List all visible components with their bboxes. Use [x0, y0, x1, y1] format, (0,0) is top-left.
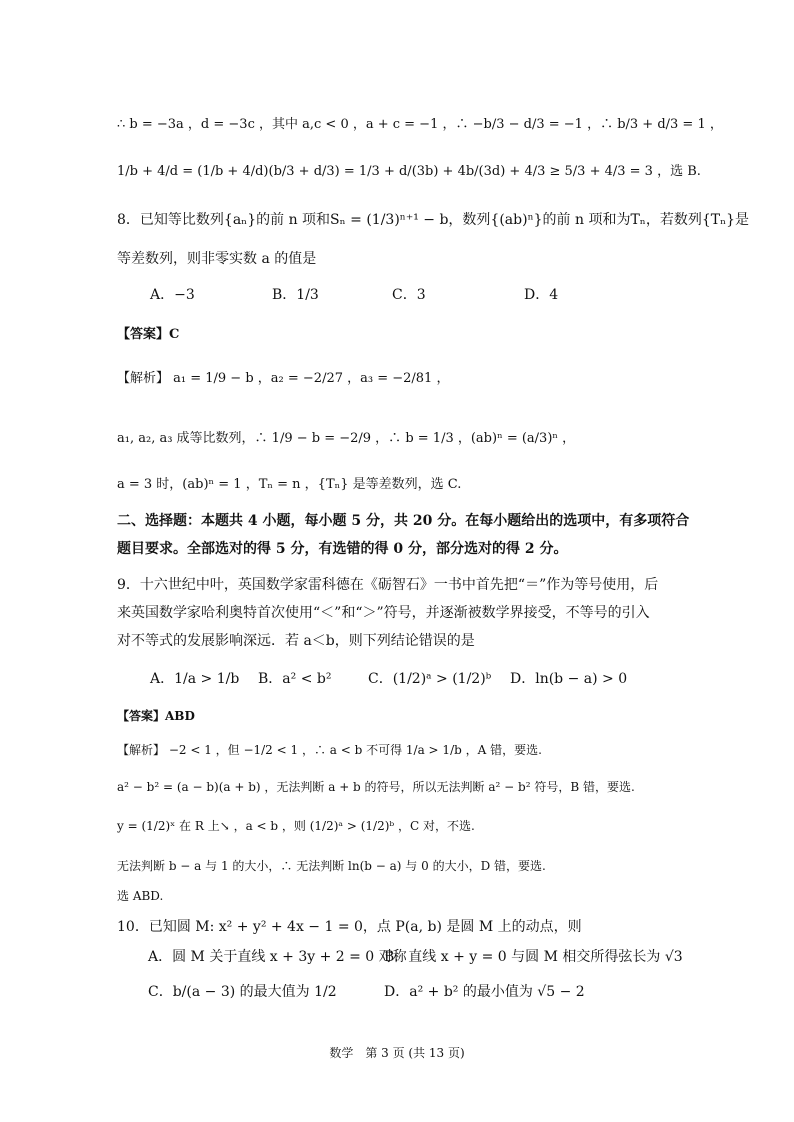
question-10-stem: 10．已知圆 M: x² + y² + 4x − 1 = 0，点 P(a, b) 是圆 M 上的动点，则 — [117, 919, 582, 935]
q9-option-d: D．ln(b − a) > 0 — [510, 671, 628, 687]
q9-answer: 【答案】ABD — [117, 709, 195, 723]
page-footer: 数学 第 3 页 (共 13 页) — [329, 1046, 465, 1060]
q9-analysis-5: 选 ABD. — [117, 889, 164, 903]
q9-analysis-3: y = (1/2)ˣ 在 R 上↘ ，a < b ，则 (1/2)ᵃ > (1/2)ᵇ ，C 对，不选. — [117, 819, 475, 833]
q8-option-a: A．−3 — [150, 287, 195, 303]
question-9-stem-1: 9．十六世纪中叶，英国数学家雷科德在《砺智石》一书中首先把“＝”作为等号使用，后 — [117, 577, 659, 593]
q10-option-a: A．圆 M 关于直线 x + 3y + 2 = 0 对称 — [148, 949, 407, 965]
q9-option-a: A．1/a > 1/b — [150, 671, 240, 687]
q9-analysis-1: 【解析】 −2 < 1 ，但 −1/2 < 1 ，∴ a < b 不可得 1/a > 1/b ，A 错，要选. — [117, 743, 542, 757]
question-9-stem-3: 对不等式的发展影响深远．若 a＜b，则下列结论错误的是 — [117, 633, 475, 649]
q8-analysis-3: a = 3 时，(ab)ⁿ = 1 ，Tₙ = n ，{Tₙ} 是等差数列，选 C. — [117, 477, 462, 492]
q10-option-b: B．直线 x + y = 0 与圆 M 相交所得弦长为 √3 — [384, 949, 683, 965]
q9-analysis-2: a² − b² = (a − b)(a + b) ，无法判断 a + b 的符号，所以无法判断 a² − b² 符号，B 错，要选. — [117, 780, 635, 794]
q10-option-c: C．b/(a − 3) 的最大值为 1/2 — [148, 984, 337, 1000]
question-8-stem-2: 等差数列，则非零实数 a 的值是 — [117, 251, 317, 267]
q8-option-d: D．4 — [524, 287, 559, 303]
q9-analysis-4: 无法判断 b − a 与 1 的大小，∴ 无法判断 ln(b − a) 与 0 的大小，D 错，要选. — [117, 859, 546, 873]
q10-option-d: D．a² + b² 的最小值为 √5 − 2 — [384, 984, 585, 1000]
section-2-heading-1: 二、选择题：本题共 4 小题，每小题 5 分，共 20 分。在每小题给出的选项中，有多项符合 — [117, 513, 690, 529]
q8-option-b: B．1/3 — [272, 287, 319, 303]
solution-line-2: 1/b + 4/d = (1/b + 4/d)(b/3 + d/3) = 1/3 + d/(3b) + 4b/(3d) + 4/3 ≥ 5/3 + 4/3 = 3 ，选 B. — [117, 164, 701, 179]
section-2-heading-2: 题目要求。全部选对的得 5 分，有选错的得 0 分，部分选对的得 2 分。 — [117, 541, 568, 557]
q8-analysis-2: a₁, a₂, a₃ 成等比数列，∴ 1/9 − b = −2/9 ，∴ b = 1/3 ，(ab)ⁿ = (a/3)ⁿ ， — [117, 431, 576, 446]
q8-analysis-1: 【解析】 a₁ = 1/9 − b ，a₂ = −2/27 ，a₃ = −2/81 ， — [117, 371, 450, 386]
q9-option-b: B．a² < b² — [258, 671, 332, 687]
solution-line-1: ∴ b = −3a ，d = −3c ，其中 a,c < 0 ，a + c = −1 ，∴ −b/3 − d/3 = −1 ，∴ b/3 + d/3 = 1 ， — [117, 117, 723, 132]
q9-option-c: C．(1/2)ᵃ > (1/2)ᵇ — [368, 671, 492, 687]
question-9-stem-2: 来英国数学家哈利奥特首次使用“＜”和“＞”符号，并逐渐被数学界接受，不等号的引入 — [117, 605, 650, 621]
q8-option-c: C．3 — [392, 287, 426, 303]
q8-answer: 【答案】C — [117, 327, 180, 342]
question-8-stem-1: 8．已知等比数列{aₙ}的前 n 项和Sₙ = (1/3)ⁿ⁺¹ − b，数列{(ab)ⁿ}的前 n 项和为Tₙ，若数列{Tₙ}是 — [117, 212, 750, 228]
